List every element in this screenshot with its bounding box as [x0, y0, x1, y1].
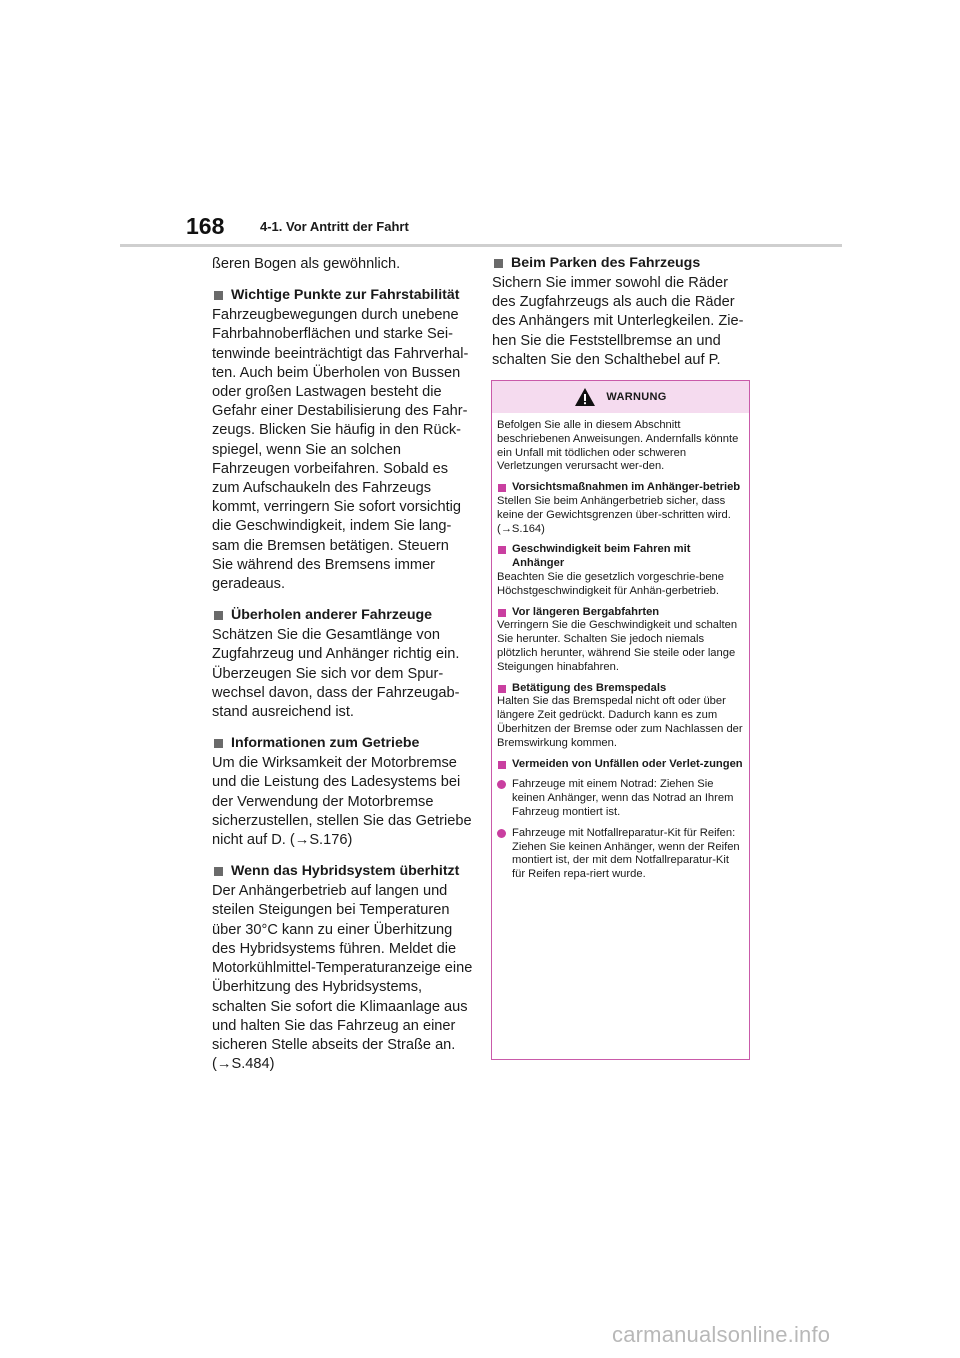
- heading-text: Wichtige Punkte zur Fahrstabilität: [231, 287, 460, 304]
- warning-item-text: Verringern Sie die Geschwindigkeit und schalten Sie herunter. Schalten Sie jedoch niemals plötzlich herunter, während Sie steile oder lange Steigungen hinabfahren.: [497, 619, 738, 673]
- warning-header: [492, 381, 749, 413]
- paragraph-fahrstabilitaet: Fahrzeugbewegungen durch unebene Fahrbahnoberflächen und starke Sei-tenwinde beeinträchtigt das Fahrverhal-ten. Auch beim Überholen von Bussen oder großen Lastwagen besteht die Gefahr einer Destabilisierung des Fahr-zeugs. Blicken Sie häufig in den Rück-spiegel, wenn Sie an solchen Fahrzeugen vorbeifahren. Sobald es zum Aufschaukeln des Fahrzeugs kommt, verringern Sie sofort vorsichtig die Geschwindigkeit, indem Sie lang-sam die Bremsen betätigen. Steuern Sie während des Bremsens immer geradeaus.: [212, 307, 469, 593]
- warning-item-heading: [497, 606, 744, 620]
- warning-item-heading: [497, 543, 744, 571]
- intro-text: ßeren Bogen als gewöhnlich.: [212, 256, 401, 272]
- warning-item-title: Betätigung des Bremspedals: [512, 681, 667, 694]
- square-bullet-icon: [498, 546, 506, 554]
- square-bullet-icon: [214, 291, 223, 300]
- warning-item-text: Stellen Sie beim Anhängerbetrieb sicher, dass keine der Gewichtsgrenzen über-schritten wird. (→S.164): [497, 494, 731, 535]
- warning-bullet: [497, 778, 744, 819]
- warning-item-text: Beachten Sie die gesetzlich vorgeschrie-bene Höchstgeschwindigkeit für Anhän-gerbetrieb.: [497, 570, 724, 597]
- warning-intro: Befolgen Sie alle in diesem Abschnitt beschriebenen Anweisungen. Andernfalls könnte ein Unfall mit tödlichen oder schweren Verletzungen verursacht wer-den.: [497, 419, 739, 473]
- watermark: carmanualsonline.info: [612, 1322, 831, 1347]
- warning-bullet-text: Fahrzeuge mit einem Notrad: Ziehen Sie keinen Anhänger, wenn das Notrad an Ihrem Fahrzeug montiert ist.: [512, 778, 734, 818]
- heading-ueberholen: [212, 606, 474, 625]
- warning-item-heading: [497, 682, 744, 696]
- heading-text: Überholen anderer Fahrzeuge: [231, 607, 433, 624]
- heading-parken: [492, 254, 754, 273]
- square-bullet-icon: [494, 259, 503, 268]
- warning-body: [492, 413, 749, 882]
- section-title: 4-1. Vor Antritt der Fahrt: [260, 219, 409, 234]
- paragraph-getriebe: Um die Wirksamkeit der Motorbremse und die Leistung des Ladesystems bei der Verwendung der Motorbremse sicherzustellen, stellen Sie das Getriebe nicht auf D. (→S.176): [212, 755, 472, 849]
- warning-item-heading: [497, 481, 744, 495]
- page-number: 168: [186, 213, 225, 239]
- square-bullet-icon: [214, 611, 223, 620]
- square-bullet-icon: [498, 761, 506, 769]
- square-bullet-icon: [498, 484, 506, 492]
- heading-text: Informationen zum Getriebe: [231, 735, 420, 752]
- paragraph-hybridsystem: Der Anhängerbetrieb auf langen und steilen Steigungen bei Temperaturen über 30°C kann zu einer Überhitzung des Hybridsystems führen. Meldet die Motorkühlmittel-Temperaturanzeige eine Überhitzung des Hybridsystems, schalten Sie sofort die Klimaanlage aus und halten Sie das Fahrzeug an einer sicheren Stelle abseits der Straße an. (→S.484): [212, 883, 473, 1073]
- warning-bullet-text: Fahrzeuge mit Notfallreparatur-Kit für Reifen: Ziehen Sie keinen Anhänger, wenn der Reifen montiert ist, der mit dem Notfallreparatur-Kit für Reifen repa-riert wurde.: [512, 826, 740, 881]
- heading-fahrstabilitaet: [212, 286, 474, 305]
- warning-item-title: Geschwindigkeit beim Fahren mit Anhänger: [512, 543, 691, 570]
- warning-item-title: Vor längeren Bergabfahrten: [512, 605, 660, 618]
- heading-text: Beim Parken des Fahrzeugs: [511, 255, 701, 271]
- heading-text: Wenn das Hybridsystem überhitzt: [231, 863, 460, 880]
- heading-hybridsystem: [212, 862, 474, 881]
- warning-box: [491, 380, 750, 1060]
- square-bullet-icon: [498, 609, 506, 617]
- left-column: [212, 254, 474, 1086]
- square-bullet-icon: [214, 739, 223, 748]
- header-divider: [120, 244, 842, 247]
- square-bullet-icon: [498, 685, 506, 693]
- warning-item-title: Vermeiden von Unfällen oder Verlet-zungen: [512, 757, 743, 770]
- warning-item-title: Vorsichtsmaßnahmen im Anhänger-betrieb: [512, 481, 741, 494]
- paragraph-ueberholen: Schätzen Sie die Gesamtlänge von Zugfahrzeug und Anhänger richtig ein. Überzeugen Sie sich vor dem Spur-wechsel davon, dass der Fahrzeugab-stand ausreichend ist.: [212, 627, 460, 721]
- warning-item-heading: [497, 758, 744, 772]
- paragraph-parken: Sichern Sie immer sowohl die Räder des Zugfahrzeugs als auch die Räder des Anhängers mit Unterlegkeilen. Zie-hen Sie die Feststellbremse an und schalten Sie den Schalthebel auf P.: [492, 275, 744, 368]
- warning-bullet: [497, 827, 744, 882]
- warning-triangle-icon: [574, 387, 596, 407]
- circle-bullet-icon: [497, 829, 506, 838]
- right-column: [492, 254, 754, 382]
- square-bullet-icon: [214, 867, 223, 876]
- circle-bullet-icon: [497, 780, 506, 789]
- warning-item-text: Halten Sie das Bremspedal nicht oft oder über längere Zeit gedrückt. Dadurch kann es zum Überhitzen der Bremse oder zum Nachlassen der Bremswirkung kommen.: [497, 695, 743, 749]
- warning-label: WARNUNG: [606, 391, 667, 403]
- heading-getriebe: [212, 734, 474, 753]
